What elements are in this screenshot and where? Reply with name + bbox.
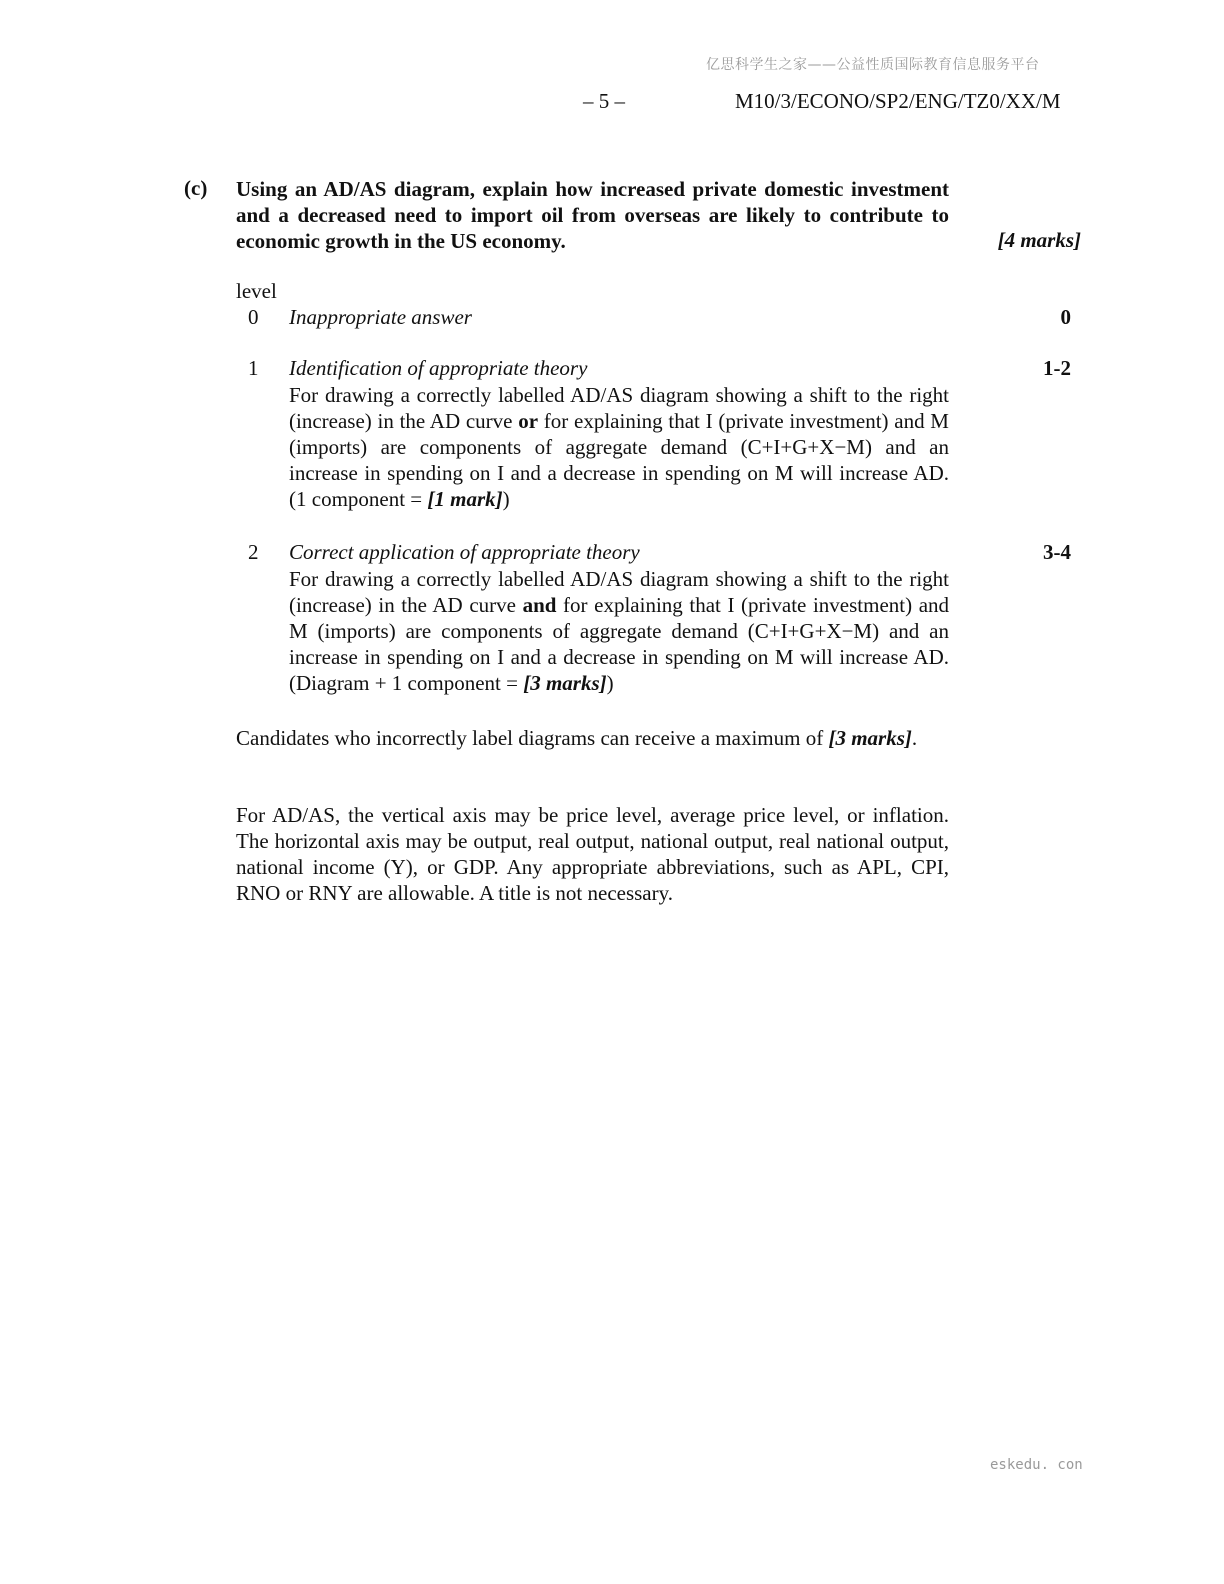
note1-end: .: [911, 726, 918, 750]
note1-award: [3 marks]: [828, 726, 912, 750]
level-desc-part1: For drawing a correctly labelled AD/AS diagram showing a shift to the right (increase) in the AD curve: [289, 567, 949, 617]
level-title: Correct application of appropriate theory: [289, 540, 640, 564]
level-desc-part1: For drawing a correctly labelled AD/AS diagram showing a shift to the right (increase) in the AD curve: [289, 383, 949, 433]
level-connector: or: [518, 409, 539, 433]
level-connector: and: [522, 593, 557, 617]
note-incorrect-labels: [236, 725, 949, 751]
question-label: (c): [184, 176, 208, 200]
levels-header: level: [236, 279, 277, 303]
note-axis-labels: For AD/AS, the vertical axis may be price level, average price level, or inflation. The horizontal axis may be output, real output, national output, real national output, national income (Y), or GDP. Any appropriate abbreviations, such as APL, CPI, RNO or RNY are allowable. A title is not necessary.: [236, 803, 949, 905]
level-number: 1: [248, 356, 259, 380]
level-description: [289, 382, 949, 512]
question-marks: [4 marks]: [997, 228, 1081, 252]
watermark-footer: eskedu. con: [990, 1457, 1083, 1473]
level-number: 0: [248, 305, 259, 329]
level-desc-part2: for explaining that I (private investment) and M (imports) are components of aggregate demand (C+I+G+X−M) and an increase in spending on I and a decrease in spending on M will increase AD. (Diagram + 1 component =: [289, 593, 950, 695]
level-award: [3 marks]: [523, 671, 607, 695]
paper-code: M10/3/ECONO/SP2/ENG/TZ0/XX/M: [735, 89, 1061, 113]
question-text: Using an AD/AS diagram, explain how increased private domestic investment and a decreased need to import oil from overseas are likely to contribute to economic growth in the US economy.: [236, 177, 949, 253]
level-marks: 3-4: [1043, 540, 1071, 564]
level-number: 2: [248, 540, 259, 564]
note1-text: Candidates who incorrectly label diagrams can receive a maximum of: [236, 726, 824, 750]
watermark-header: 亿思科学生之家——公益性质国际教育信息服务平台: [706, 57, 1040, 73]
level-marks: 1-2: [1043, 356, 1071, 380]
page-number: – 5 –: [583, 89, 625, 113]
level-close: ): [606, 671, 614, 695]
level-title: Inappropriate answer: [289, 305, 472, 329]
level-marks: 0: [1060, 305, 1071, 329]
level-award: [1 mark]: [427, 487, 503, 511]
level-description: [289, 566, 949, 696]
level-title: Identification of appropriate theory: [289, 356, 588, 380]
level-close: ): [502, 487, 510, 511]
level-desc-part2: for explaining that I (private investment) and M (imports) are components of aggregate demand (C+I+G+X−M) and an increase in spending on I and a decrease in spending on M will increase AD. (1 component =: [289, 409, 949, 511]
